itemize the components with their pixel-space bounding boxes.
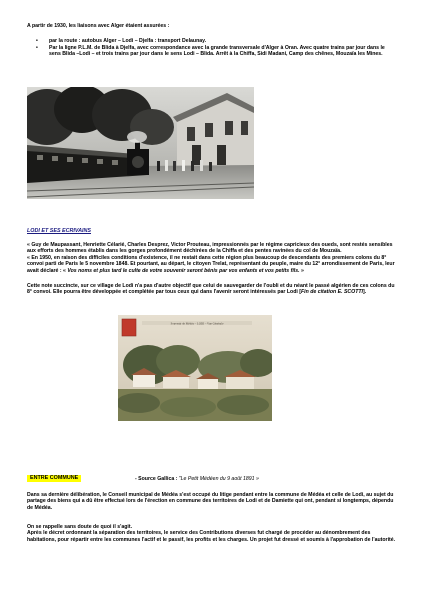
transport-list <box>36 38 396 58</box>
writers-quote-paragraph <box>27 242 397 274</box>
bullet-text-rail: Par la ligne P.L.M. de Blida à Djelfa, avec correspondance avec la grande transversale d'Alger à Oran. Avec quatre trains par jour dans le sens Blida –Lodi – et trois trains par jour dans le sens Lodi – Blida. Arrêt à la Chiffa, Sidi Madani, Camp des chênes, Mouzaïa les Mines. <box>49 44 385 58</box>
decree-text: Après le décret ordonnant la séparation des territoires, le service des Contributions diverses fut chargé de procéder au dénombrement des habitations, pour répartir entre les communes l'actif et le passif, les profits et les charges. Un projet fut dressé et soumis à l'approbation de l'autorité. <box>27 530 396 543</box>
postcard-caption: Souvenir de Médéa – LODI – Vue Générale <box>170 321 224 326</box>
source-line: - Source Gallica : "Le Petit Médéen du 9 août 1891 » <box>135 476 259 482</box>
lodi-postcard-image <box>118 315 272 421</box>
section-label-entre-commune: ENTRE COMMUNE <box>27 475 81 482</box>
citation-end: Fin de citation E. SCOTTI <box>301 289 363 296</box>
list-item <box>36 38 396 44</box>
bullet-icon: • <box>36 38 38 44</box>
quote-trelat: Vos noms et plus tard le culte de votre souvenir seront bénis par vos enfants et vos petits fils. <box>67 267 300 274</box>
intro-text: A partir de 1930, les liaisons avec Alger étaient assurées : <box>27 23 170 29</box>
list-item <box>36 45 396 58</box>
reminder-line: On se rappelle sans doute de quoi il s'agit. <box>27 524 133 530</box>
reminder-paragraph <box>27 524 399 543</box>
note-paragraph: Cette note succincte, sur ce village de Lodi n'a pas d'autre objectif que celui de sauvegarder de l'oubli et du néant le passé algérien de ces colons du 8° convoi. Elle pourra être développée et complétée par tous ceux qui dans l'avenir seront intéressés par Lodi [Fin de citation E. SCOTTI]. <box>27 283 395 296</box>
council-paragraph: Dans sa dernière délibération, le Conseil municipal de Médéa s'est occupé du litige pendant entre la commune de Médéa et celle de Lodi, au sujet du partage des biens qui a dû être effectué lors de l'érection en commune des territoires de Lodi et de Damiette qui ont, pendant si longtemps, dépendu de Médéa. <box>27 492 394 511</box>
section-heading-writers: LODI ET SES ECRIVAINS <box>27 228 91 234</box>
train-station-photo <box>27 87 254 199</box>
quote-writers: « Guy de Maupassant, Henriette Célarié, Charles Desprez, Victor Prouteau, impressionnés par le régime capricieux des oueds, sont restés sensibles aux efforts des hommes établis dans les gorges profondément déchirées de la Chiffa et des pentes ravinées du col de Mouzaïa. <box>27 242 393 255</box>
source-title: "Le Petit Médéen du 9 août 1891 » <box>178 476 259 482</box>
quote-convoy: « En 1950, en raison des difficiles conditions d'existence, il ne restait dans cette région plus beaucoup de descendants des premiers colons du 8° convoi parti de Paris le 5 novembre 1848. Et pourtant, au départ, le citoyen Trelat, représentant du peuple, maire du 12° arrondissement de Paris, leur avait déclaré : « Vos noms et plus tard le culte de votre souvenir seront bénis par vos enfants et vos petits fils. » <box>27 254 395 274</box>
bullet-icon: • <box>36 44 38 51</box>
bullet-text-road: par la route : autobus Alger – Lodi – Djelfa : transport Delaunay. <box>49 38 207 44</box>
